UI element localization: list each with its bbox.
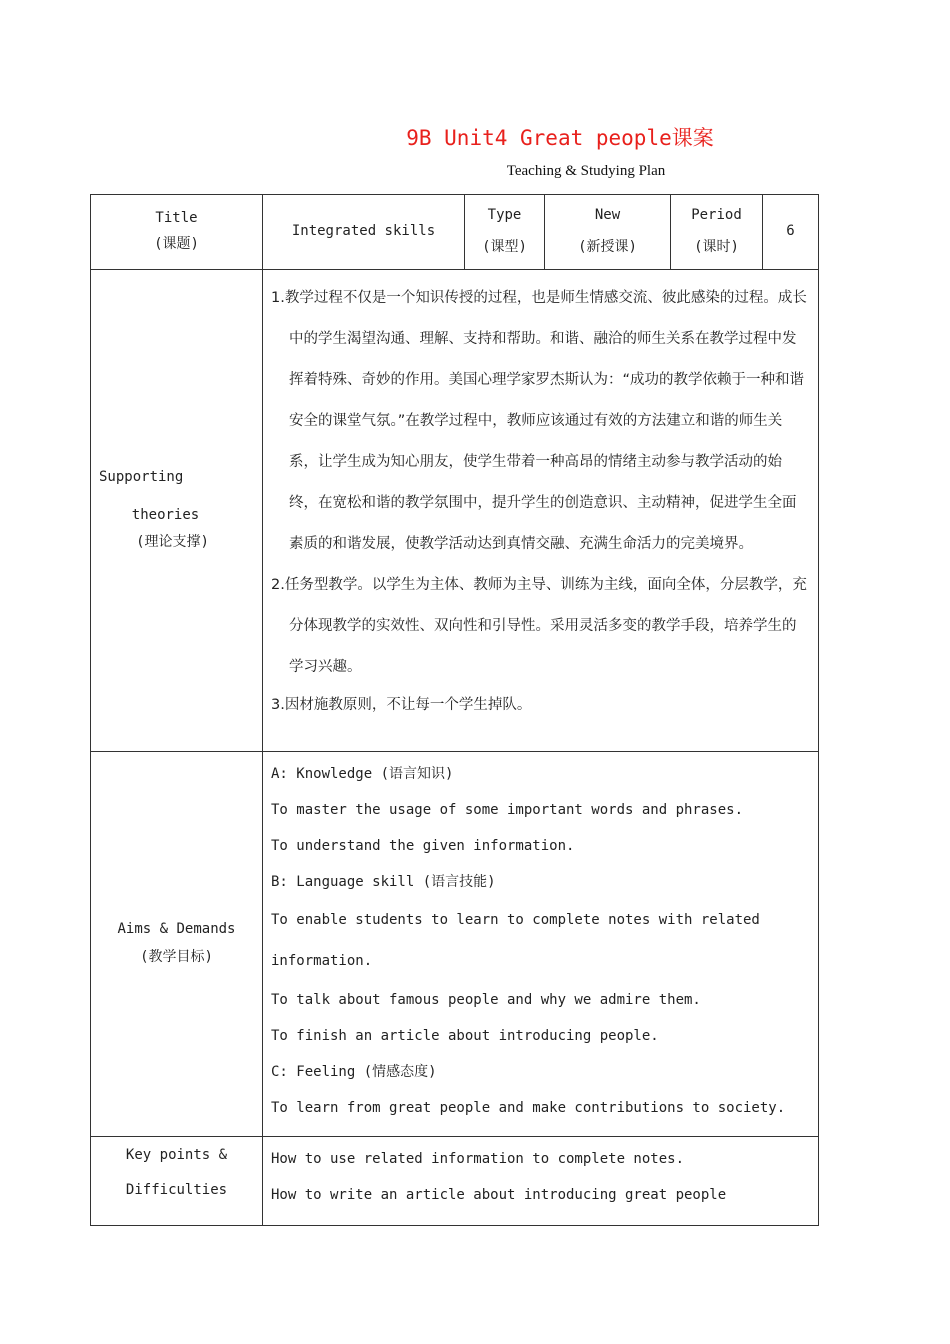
period-label: Period <box>691 207 742 224</box>
aims-label: Aims & Demands <box>117 921 236 938</box>
table-row-title <box>91 195 819 270</box>
aims-heading-skill: B: Language skill (语言技能) <box>271 874 496 890</box>
period-value: 6 <box>786 223 795 240</box>
title-value-cell <box>263 195 465 270</box>
theories-label-cell <box>91 270 263 752</box>
aims-item: To talk about famous people and why we admire them. <box>271 992 701 1008</box>
aims-item: To learn from great people and make contributions to society. <box>271 1100 786 1116</box>
key-label-1: Key points & <box>125 1147 228 1163</box>
type-label: Type <box>487 207 522 224</box>
period-label-cell <box>671 195 763 270</box>
aims-item: To understand the given information. <box>271 838 575 854</box>
aims-content-cell <box>263 752 819 1137</box>
table-row-theories <box>91 270 819 752</box>
aims-label-cn: (教学目标) <box>140 949 213 965</box>
theory-item: 2.任务型教学。以学生为主体、教师为主导、训练为主线，面向全体，分层教学，充分体现教学的实效性、双向性和引导性。采用灵活多变的教学手段，培养学生的学习兴趣。 <box>271 577 807 675</box>
title-value: Integrated skills <box>291 223 436 240</box>
title-label: Title <box>155 210 198 227</box>
aims-heading-knowledge: A: Knowledge (语言知识) <box>271 766 454 782</box>
period-value-cell <box>763 195 819 270</box>
type-label-cell <box>465 195 545 270</box>
key-point-item: How to use related information to complete notes. <box>271 1151 685 1167</box>
period-label-cn: (课时) <box>694 239 739 255</box>
key-label-cell <box>91 1137 263 1226</box>
type-value-cell <box>545 195 671 270</box>
table-row-key-points <box>91 1137 819 1226</box>
aims-item: To master the usage of some important words and phrases. <box>271 802 744 818</box>
table-row-aims <box>91 752 819 1137</box>
theories-label-cn: (理论支撑) <box>136 534 209 551</box>
type-value: New <box>594 207 621 224</box>
aims-item: To enable students to learn to complete notes with related information. <box>271 912 760 969</box>
title-label-cell <box>91 195 263 270</box>
document-title: 9B Unit4 Great people课案 <box>406 126 714 150</box>
theory-item: 3.因材施教原则，不让每一个学生掉队。 <box>271 697 532 713</box>
aims-item: To finish an article about introducing people. <box>271 1028 659 1044</box>
theory-item: 1.教学过程不仅是一个知识传授的过程，也是师生情感交流、彼此感染的过程。成长中的学生渴望沟通、理解、支持和帮助。和谐、融洽的师生关系在教学过程中发挥着特殊、奇妙的作用。美国心理学家罗杰斯认为：“成功的教学依赖于一种和谐安全的课堂气氛。”在教学过程中，教师应该通过有效的方法建立和谐的师生关系，让学生成为知心朋友，使学生带着一种高昂的情绪主动参与教学活动的始终，在宽松和谐的教学氛围中，提升学生的创造意识、主动精神，促进学生全面素质的和谐发展，使教学活动达到真情交融、充满生命活力的完美境界。 <box>271 290 807 552</box>
aims-heading-feeling: C: Feeling (情感态度) <box>271 1064 437 1080</box>
lesson-plan-table <box>90 194 819 1226</box>
theories-label-2: theories <box>131 506 200 523</box>
theories-label-1: Supporting <box>99 469 184 486</box>
document-subtitle: Teaching & Studying Plan <box>506 163 666 179</box>
key-points-content-cell <box>263 1137 819 1226</box>
theories-content-cell <box>263 270 819 752</box>
key-label-2: Difficulties <box>125 1182 228 1198</box>
title-label-cn: (课题) <box>154 236 199 252</box>
type-label-cn: (课型) <box>482 239 527 255</box>
key-point-item: How to write an article about introducing great people <box>271 1187 727 1203</box>
type-value-cn: (新授课) <box>578 239 637 255</box>
aims-label-cell <box>91 752 263 1137</box>
